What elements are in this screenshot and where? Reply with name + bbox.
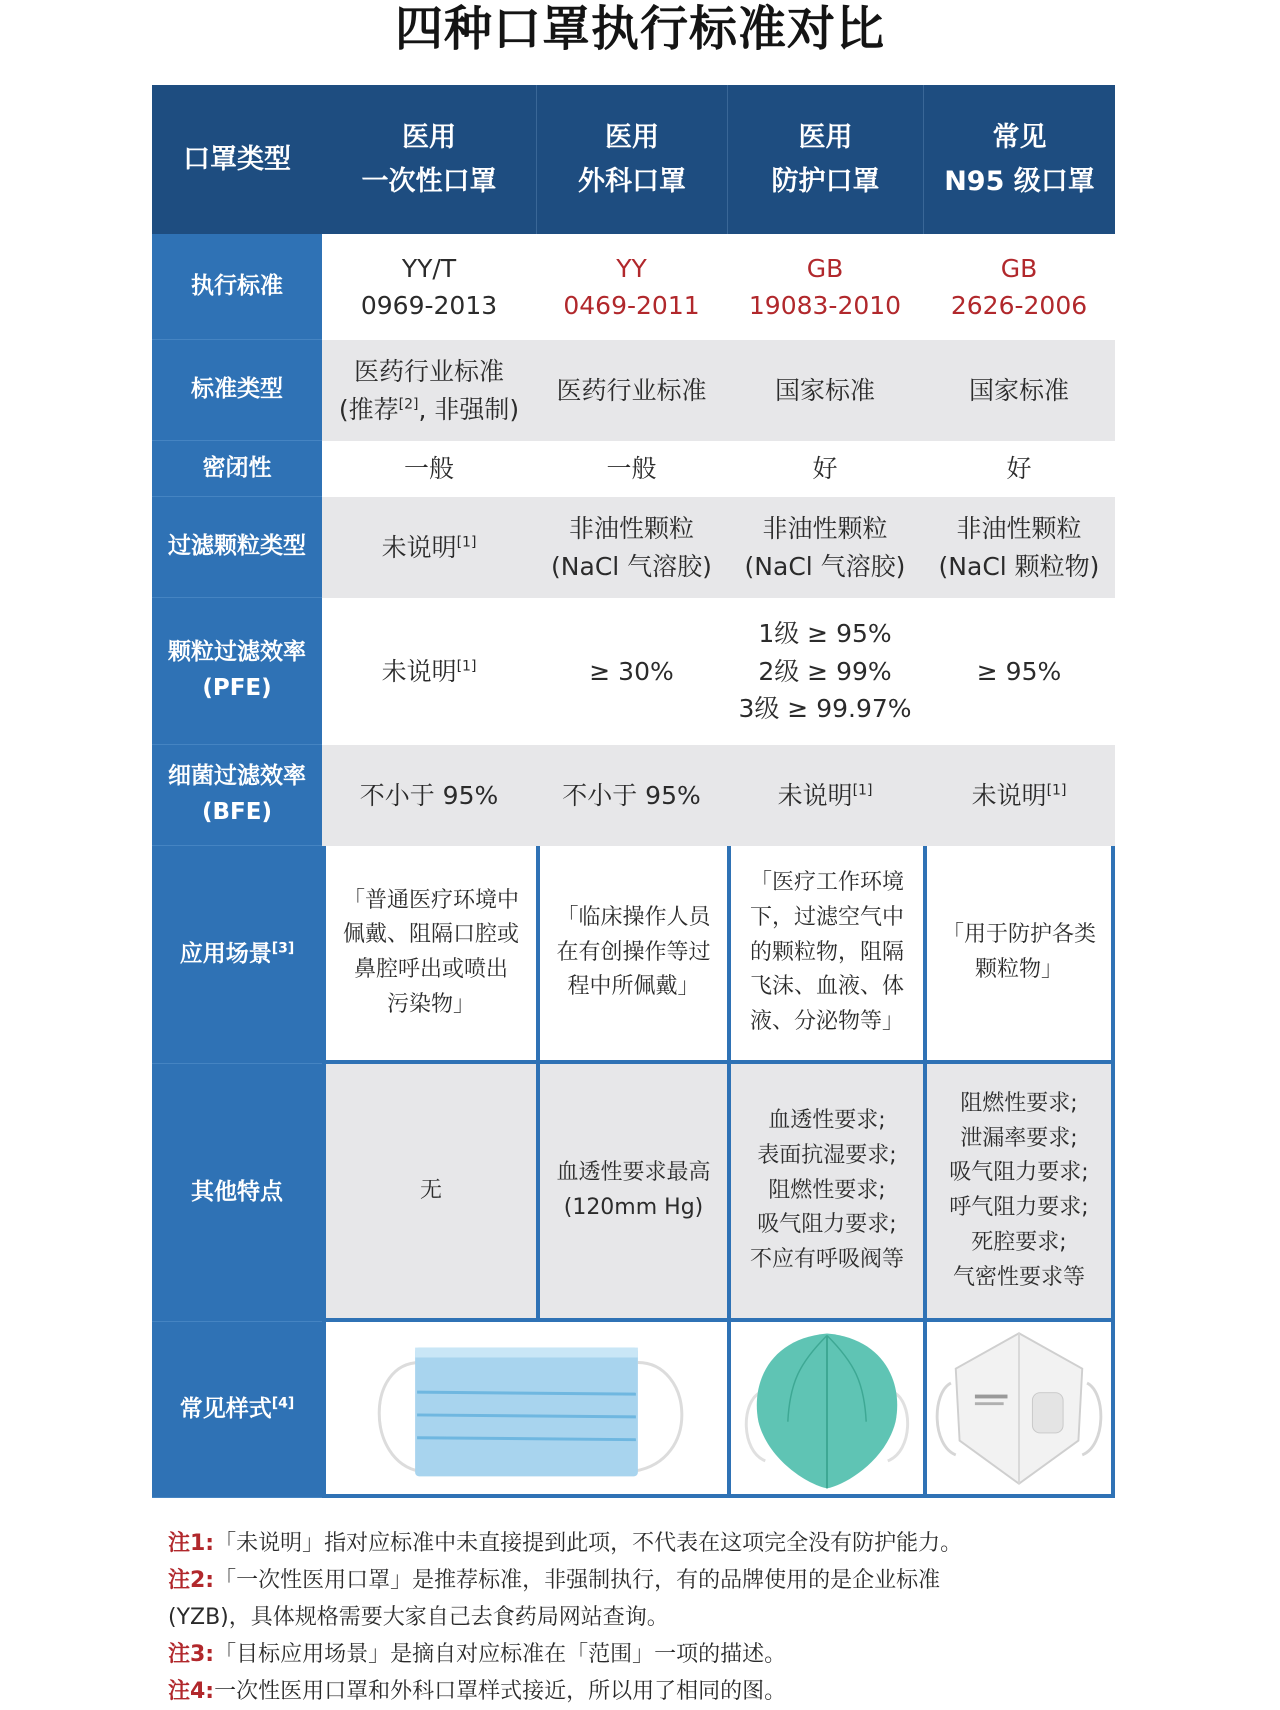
seal-cell: 好 [1006,454,1032,484]
standard-prefix: GB [1000,253,1038,283]
table-row-particle-type [152,497,1115,598]
standard-cell [536,234,727,340]
footnote-2 [168,1562,1128,1599]
footnote-key: 注4: [168,1679,215,1704]
cell-line: 吸气阻力要求; [949,1160,1089,1186]
other-cell [536,1064,727,1322]
cell-text-part: 未说明 [381,656,457,686]
pfe-grade: 1级 ≥ 95% [758,619,892,649]
cell-text: (NaCl 气溶胶) [744,551,906,581]
seal-cell: 好 [812,454,838,484]
standard-cell [923,234,1115,340]
cell-text: 非油性颗粒 [762,514,888,543]
cell-text-part: 未说明 [971,780,1047,810]
bfe-cell [923,745,1115,846]
cell-text-part: 未说明 [381,532,457,562]
table-row-usage [152,846,1115,1064]
row-label [152,846,322,1064]
cell-line: 血透性要求最高 [556,1160,711,1186]
cell-text [180,937,295,973]
table-row-pfe [152,598,1115,745]
footnote-ref: [1] [456,534,477,551]
pfe-cell [322,598,536,745]
footnote-1 [168,1525,1128,1562]
footnote-ref: [1] [456,658,477,675]
cell-line: 「临床操作人员 [556,904,711,930]
table-row-style [152,1322,1115,1498]
cell-text: 非油性颗粒 [568,514,694,543]
row-label-line: (BFE) [202,799,272,825]
pfe-cell: ≥ 30% [589,656,674,686]
bfe-cell: 不小于 95% [359,780,499,810]
standard-type-cell: 国家标准 [968,375,1069,405]
footnote-text: 一次性医用口罩和外科口罩样式接近，所以用了相同的图。 [214,1679,787,1704]
usage-cell [923,846,1115,1064]
seal-cell: 一般 [606,454,657,484]
cell-line: 鼻腔呼出或喷出 [353,957,508,982]
header-line1: 医用 [605,122,659,154]
seal-cell: 一般 [403,454,454,484]
header-col-n95 [923,85,1115,234]
row-label-line: 细菌过滤效率 [168,763,306,790]
row-label: 执行标准 [152,234,322,340]
standard-number: 19083-2010 [748,291,902,320]
other-cell [923,1064,1115,1322]
other-cell [322,1064,536,1322]
particle-type-cell [923,497,1115,598]
row-label [152,745,322,846]
table-row-other [152,1064,1115,1322]
header-col-disposable [322,85,536,234]
bfe-cell: 不小于 95% [562,780,701,810]
row-label [152,598,322,745]
standard-prefix: GB [806,253,844,283]
header-line2: 防护口罩 [771,165,880,197]
pfe-grade: 3级 ≥ 99.97% [738,694,912,724]
cell-text-part: , 非强制) [418,394,520,424]
standard-prefix: YY/T [401,253,457,283]
table-header-row [152,85,1115,234]
cell-line: 表面抗湿要求; [757,1142,897,1168]
cell-line: 佩戴、阻隔口腔或 [342,922,519,948]
footnote-4 [168,1673,1128,1710]
row-label: 密闭性 [152,441,322,497]
table-row-standard [152,234,1115,340]
cell-line: 死腔要求; [971,1229,1067,1255]
row-label: 标准类型 [152,340,322,441]
cell-line: 的颗粒物，阻隔 [749,939,904,965]
row-label-line: 颗粒过滤效率 [168,639,306,666]
usage-cell [322,846,536,1064]
header-col-protective [727,85,923,234]
footnote-ref: [1] [1046,782,1067,799]
standard-type-cell [322,340,536,441]
pfe-cell: ≥ 95% [976,656,1062,686]
standard-type-cell: 国家标准 [774,375,875,405]
n95-respirator-icon [927,1322,1111,1494]
cell-line: 飞沫、血液、体 [749,974,904,1000]
cell-text-part: 常见样式 [179,1395,272,1422]
cell-text: 医药行业标准 [353,357,504,386]
footnote-ref: [1] [852,782,873,799]
footnote-text: 「目标应用场景」是摘自对应标准在「范围」一项的描述。 [214,1642,787,1667]
surgical-mask-icon [326,1322,727,1494]
cell-line: 不应有呼吸阀等 [749,1247,904,1273]
table-row-seal [152,441,1115,497]
standard-number: 2626-2006 [950,291,1088,320]
row-label-line: (PFE) [202,675,272,701]
cell-text [382,653,477,691]
footnotes [168,1525,1128,1710]
footnote-key: 注2: [168,1568,215,1593]
cell-line: 阻燃性要求; [960,1090,1078,1116]
flat-surgical-mask-image [322,1322,727,1498]
cell-line: 「用于防护各类 [941,922,1096,948]
cell-text [180,1392,295,1428]
standard-cell [322,234,536,340]
cell-text-part: 未说明 [777,780,853,810]
header-line1: 常见 [992,122,1047,154]
footnote-ref: [3] [271,940,295,957]
header-line2: N95 级口罩 [944,165,1095,197]
footnote-text: (YZB)，具体规格需要大家自己去食药局网站查询。 [168,1605,669,1630]
bfe-cell [727,745,923,846]
cell-line: 气密性要求等 [952,1264,1085,1290]
page-title: 四种口罩执行标准对比 [394,1,885,57]
green-cup-respirator-image [727,1322,923,1498]
respirator-icon [731,1322,923,1494]
cell-line: 吸气阻力要求; [757,1212,897,1238]
header-label: 口罩类型 [152,85,322,234]
footnote-3 [168,1636,1128,1673]
row-label [152,1322,322,1498]
cell-line: 液、分泌物等」 [749,1009,904,1035]
cell-line: 颗粒物」 [974,957,1063,982]
cell-line: 在有创操作等过 [556,939,711,965]
cell-text [339,391,519,429]
footnote-key: 注1: [168,1531,215,1556]
standard-prefix: YY [616,253,647,283]
other-cell [727,1064,923,1322]
row-label: 其他特点 [152,1064,322,1322]
pfe-cell [727,598,923,745]
header-line2: 一次性口罩 [361,165,497,197]
cell-line: 「普通医疗环境中 [342,887,519,913]
cell-line: (120mm Hg) [563,1195,704,1220]
footnote-ref: [2] [398,396,419,413]
cell-text-part: 应用场景 [179,940,272,967]
table-row-standard-type [152,340,1115,441]
cell-line: 无 [419,1177,442,1203]
cell-text [972,777,1067,815]
footnote-key: 注3: [168,1642,215,1667]
header-line1: 医用 [798,122,853,154]
cell-text: 非油性颗粒 [956,514,1082,543]
comparison-table [152,85,1115,1498]
footnote-2-cont [168,1599,1128,1636]
cell-line: 阻燃性要求; [768,1177,886,1203]
header-line1: 医用 [402,122,456,154]
cell-line: 程中所佩戴」 [567,974,700,1000]
standard-cell [727,234,923,340]
standard-number: 0469-2011 [563,291,700,320]
particle-type-cell [727,497,923,598]
standard-type-cell: 医药行业标准 [556,375,707,405]
table-row-bfe [152,745,1115,846]
white-n95-valve-respirator-image [923,1322,1115,1498]
cell-text: (NaCl 气溶胶) [551,551,712,581]
cell-text [382,529,477,567]
cell-line: 「医疗工作环境 [749,870,904,896]
pfe-grade: 2级 ≥ 99% [758,656,892,686]
cell-text: (NaCl 颗粒物) [938,551,1100,581]
standard-number: 0969-2013 [360,291,498,320]
row-label: 过滤颗粒类型 [152,497,322,598]
cell-text-part: (推荐 [338,394,399,424]
cell-line: 污染物」 [386,991,475,1017]
header-line2: 外科口罩 [578,165,686,197]
usage-cell [727,846,923,1064]
cell-line: 呼气阻力要求; [949,1195,1089,1220]
footnote-ref: [4] [271,1395,295,1412]
cell-line: 泄漏率要求; [960,1125,1078,1151]
usage-cell [536,846,727,1064]
cell-line: 下，过滤空气中 [749,904,904,930]
cell-line: 血透性要求; [768,1108,886,1134]
footnote-text: 「未说明」指对应标准中未直接提到此项，不代表在这项完全没有防护能力。 [214,1531,963,1556]
footnote-text: 「一次性医用口罩」是推荐标准，非强制执行，有的品牌使用的是企业标准 [214,1568,941,1593]
header-col-surgical [536,85,727,234]
cell-text [778,777,873,815]
particle-type-cell [322,497,536,598]
particle-type-cell [536,497,727,598]
